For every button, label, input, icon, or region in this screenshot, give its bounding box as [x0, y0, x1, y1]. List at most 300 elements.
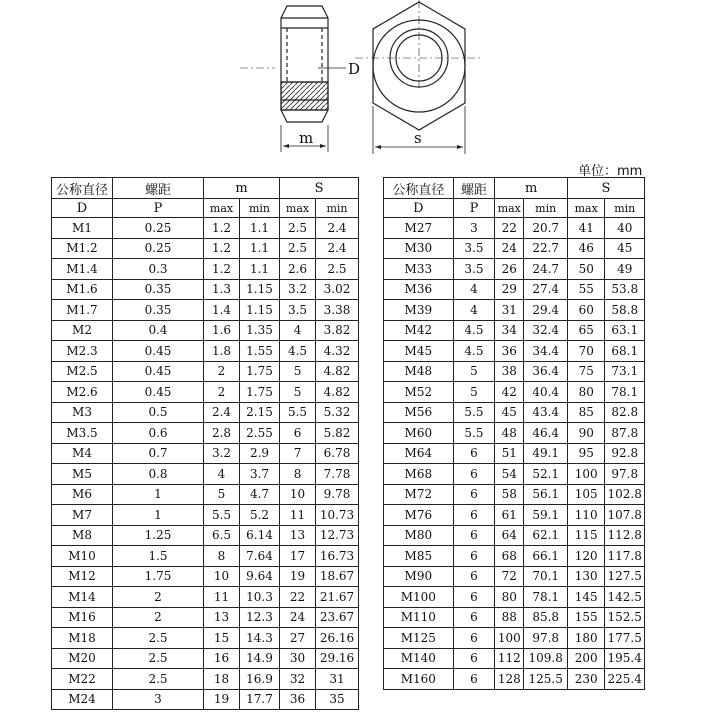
nominal-diameter-cell: M27: [384, 218, 454, 239]
nominal-diameter-cell: M45: [384, 341, 454, 362]
m-min-cell: 1.75: [240, 361, 280, 382]
s-min-cell: 3.38: [316, 300, 359, 321]
nominal-diameter-cell: M33: [384, 259, 454, 280]
pitch-cell: 4.5: [453, 341, 495, 362]
s-min-cell: 12.73: [316, 525, 359, 546]
nominal-diameter-cell: M2.6: [52, 382, 113, 403]
table-row: [52, 238, 359, 259]
s-max-cell: 120: [568, 546, 605, 567]
s-min-cell: 73.1: [605, 361, 645, 382]
m-min-cell: 125.5: [524, 669, 568, 690]
s-max-cell: 5.5: [280, 402, 316, 423]
m-max-cell: 64: [495, 525, 524, 546]
m-min-cell: 85.8: [524, 607, 568, 628]
table-row: [52, 546, 359, 567]
s-min-cell: 63.1: [605, 320, 645, 341]
s-max-cell: 2.5: [280, 238, 316, 259]
table-row: [384, 402, 645, 423]
s-min-cell: 78.1: [605, 382, 645, 403]
m-min-cell: 24.7: [524, 259, 568, 280]
nominal-diameter-cell: M80: [384, 525, 454, 546]
s-max-cell: 5: [280, 361, 316, 382]
s-min-cell: 4.32: [316, 341, 359, 362]
m-max-cell: 1.8: [204, 341, 240, 362]
s-max-cell: 145: [568, 587, 605, 608]
m-max-cell: 1.4: [204, 300, 240, 321]
pitch-cell: 4: [453, 279, 495, 300]
table-row: [52, 423, 359, 444]
pitch-cell: 1.5: [113, 546, 204, 567]
s-max-cell: 115: [568, 525, 605, 546]
nominal-diameter-cell: M20: [52, 648, 113, 669]
s-max-cell: 7: [280, 443, 316, 464]
s-min-cell: 82.8: [605, 402, 645, 423]
m-max-cell: 31: [495, 300, 524, 321]
right-table-body: [384, 218, 645, 690]
m-max-cell: 34: [495, 320, 524, 341]
table-row: [52, 505, 359, 526]
s-max-cell: 85: [568, 402, 605, 423]
s-min-cell: 10.73: [316, 505, 359, 526]
pitch-cell: 5.5: [453, 402, 495, 423]
m-max-cell: 16: [204, 648, 240, 669]
s-min-cell: 45: [605, 238, 645, 259]
s-max-cell: 19: [280, 566, 316, 587]
s-min-cell: 4.82: [316, 382, 359, 403]
pitch-cell: 0.8: [113, 464, 204, 485]
nominal-diameter-cell: M10: [52, 546, 113, 567]
table-row: [52, 279, 359, 300]
nominal-diameter-cell: M30: [384, 238, 454, 259]
m-max-cell: 19: [204, 689, 240, 710]
table-row: [384, 443, 645, 464]
m-max-cell: 88: [495, 607, 524, 628]
pitch-cell: 6: [453, 464, 495, 485]
pitch-cell: 0.25: [113, 218, 204, 239]
table-row: [52, 525, 359, 546]
unit-label: 单位：mm: [578, 164, 643, 179]
pitch-cell: 1: [113, 484, 204, 505]
s-max-cell: 2.6: [280, 259, 316, 280]
pitch-cell: 1.75: [113, 566, 204, 587]
table-row: [52, 689, 359, 710]
header-s: S: [280, 178, 359, 199]
s-min-cell: 4.82: [316, 361, 359, 382]
table-row: [384, 505, 645, 526]
nominal-diameter-cell: M18: [52, 628, 113, 649]
nominal-diameter-cell: M160: [384, 669, 454, 690]
table-row: [52, 218, 359, 239]
header-pitch: 螺距: [113, 178, 204, 199]
m-min-cell: 10.3: [240, 587, 280, 608]
pitch-cell: 3: [453, 218, 495, 239]
m-max-cell: 1.2: [204, 238, 240, 259]
nominal-diameter-cell: M85: [384, 546, 454, 567]
nominal-diameter-cell: M6: [52, 484, 113, 505]
nominal-diameter-cell: M48: [384, 361, 454, 382]
m-min-cell: 62.1: [524, 525, 568, 546]
pitch-cell: 6: [453, 443, 495, 464]
m-min-cell: 1.55: [240, 341, 280, 362]
s-min-cell: 7.78: [316, 464, 359, 485]
nominal-diameter-cell: M60: [384, 423, 454, 444]
table-row: [384, 320, 645, 341]
header-m-max: max: [495, 199, 524, 218]
s-max-cell: 75: [568, 361, 605, 382]
header-nominal-diameter: 公称直径: [52, 178, 113, 199]
s-min-cell: 102.8: [605, 484, 645, 505]
nominal-diameter-cell: M1.7: [52, 300, 113, 321]
m-max-cell: 2.4: [204, 402, 240, 423]
m-min-cell: 29.4: [524, 300, 568, 321]
m-min-cell: 2.55: [240, 423, 280, 444]
pitch-cell: 3.5: [453, 238, 495, 259]
m-min-cell: 3.7: [240, 464, 280, 485]
table-row: [384, 300, 645, 321]
pitch-cell: 5: [453, 361, 495, 382]
m-max-cell: 72: [495, 566, 524, 587]
m-min-cell: 59.1: [524, 505, 568, 526]
pitch-cell: 3: [113, 689, 204, 710]
s-max-cell: 110: [568, 505, 605, 526]
s-max-cell: 6: [280, 423, 316, 444]
s-min-cell: 195.4: [605, 648, 645, 669]
s-min-cell: 2.5: [316, 259, 359, 280]
m-max-cell: 6.5: [204, 525, 240, 546]
m-max-cell: 2: [204, 382, 240, 403]
table-row: [384, 546, 645, 567]
nominal-diameter-cell: M100: [384, 587, 454, 608]
nominal-diameter-cell: M1.2: [52, 238, 113, 259]
m-max-cell: 15: [204, 628, 240, 649]
header-p: P: [113, 199, 204, 218]
m-min-cell: 9.64: [240, 566, 280, 587]
m-max-cell: 29: [495, 279, 524, 300]
m-min-cell: 2.15: [240, 402, 280, 423]
m-min-cell: 56.1: [524, 484, 568, 505]
pitch-cell: 0.6: [113, 423, 204, 444]
m-min-cell: 46.4: [524, 423, 568, 444]
s-max-cell: 13: [280, 525, 316, 546]
table-row: [384, 484, 645, 505]
pitch-cell: 2: [113, 607, 204, 628]
s-min-cell: 92.8: [605, 443, 645, 464]
nominal-diameter-cell: M1.4: [52, 259, 113, 280]
s-min-cell: 97.8: [605, 464, 645, 485]
m-min-cell: 78.1: [524, 587, 568, 608]
s-max-cell: 2.5: [280, 218, 316, 239]
m-max-cell: 51: [495, 443, 524, 464]
m-max-cell: 1.6: [204, 320, 240, 341]
nominal-diameter-cell: M24: [52, 689, 113, 710]
table-row: [384, 423, 645, 444]
m-min-cell: 34.4: [524, 341, 568, 362]
pitch-cell: 6: [453, 505, 495, 526]
m-min-cell: 32.4: [524, 320, 568, 341]
pitch-cell: 3.5: [453, 259, 495, 280]
nominal-diameter-cell: M12: [52, 566, 113, 587]
s-min-cell: 3.02: [316, 279, 359, 300]
pitch-cell: 0.45: [113, 382, 204, 403]
pitch-cell: 6: [453, 628, 495, 649]
m-max-cell: 3.2: [204, 443, 240, 464]
m-max-cell: 54: [495, 464, 524, 485]
header-s-min: min: [316, 199, 359, 218]
m-min-cell: 6.14: [240, 525, 280, 546]
table-row: [384, 525, 645, 546]
m-min-cell: 97.8: [524, 628, 568, 649]
header-m-max: max: [204, 199, 240, 218]
table-row: [384, 218, 645, 239]
s-min-cell: 9.78: [316, 484, 359, 505]
m-min-cell: 1.1: [240, 238, 280, 259]
nominal-diameter-cell: M2: [52, 320, 113, 341]
nominal-diameter-cell: M2.5: [52, 361, 113, 382]
table-row: [384, 607, 645, 628]
s-max-cell: 95: [568, 443, 605, 464]
nominal-diameter-cell: M110: [384, 607, 454, 628]
header-pitch: 螺距: [453, 178, 495, 199]
m-max-cell: 13: [204, 607, 240, 628]
m-min-cell: 49.1: [524, 443, 568, 464]
pitch-cell: 2.5: [113, 669, 204, 690]
pitch-cell: 0.25: [113, 238, 204, 259]
table-row: [52, 464, 359, 485]
s-max-cell: 4: [280, 320, 316, 341]
table-row: [52, 259, 359, 280]
m-max-cell: 26: [495, 259, 524, 280]
table-row: [52, 300, 359, 321]
s-min-cell: 87.8: [605, 423, 645, 444]
nominal-diameter-cell: M2.3: [52, 341, 113, 362]
m-max-cell: 58: [495, 484, 524, 505]
table-row: [384, 279, 645, 300]
s-max-cell: 41: [568, 218, 605, 239]
m-max-cell: 5.5: [204, 505, 240, 526]
s-max-cell: 30: [280, 648, 316, 669]
pitch-cell: 4.5: [453, 320, 495, 341]
nut-size-table-right: [383, 177, 645, 690]
s-max-cell: 17: [280, 546, 316, 567]
s-min-cell: 31: [316, 669, 359, 690]
header-nominal-diameter: 公称直径: [384, 178, 454, 199]
nominal-diameter-cell: M16: [52, 607, 113, 628]
m-min-cell: 1.75: [240, 382, 280, 403]
dimension-s-label: s: [414, 129, 422, 147]
m-min-cell: 2.9: [240, 443, 280, 464]
m-min-cell: 70.1: [524, 566, 568, 587]
m-max-cell: 8: [204, 546, 240, 567]
s-max-cell: 80: [568, 382, 605, 403]
pitch-cell: 6: [453, 566, 495, 587]
nominal-diameter-cell: M52: [384, 382, 454, 403]
m-max-cell: 22: [495, 218, 524, 239]
pitch-cell: 6: [453, 587, 495, 608]
s-max-cell: 55: [568, 279, 605, 300]
m-min-cell: 14.9: [240, 648, 280, 669]
table-row: [52, 382, 359, 403]
header-m-min: min: [240, 199, 280, 218]
table-row: [52, 566, 359, 587]
s-max-cell: 65: [568, 320, 605, 341]
m-max-cell: 48: [495, 423, 524, 444]
s-min-cell: 3.82: [316, 320, 359, 341]
nominal-diameter-cell: M22: [52, 669, 113, 690]
s-min-cell: 26.16: [316, 628, 359, 649]
s-min-cell: 49: [605, 259, 645, 280]
pitch-cell: 4: [453, 300, 495, 321]
m-min-cell: 22.7: [524, 238, 568, 259]
nominal-diameter-cell: M36: [384, 279, 454, 300]
pitch-cell: 6: [453, 484, 495, 505]
m-max-cell: 45: [495, 402, 524, 423]
m-max-cell: 100: [495, 628, 524, 649]
s-max-cell: 230: [568, 669, 605, 690]
pitch-cell: 0.45: [113, 341, 204, 362]
table-row: [52, 587, 359, 608]
s-min-cell: 5.32: [316, 402, 359, 423]
nominal-diameter-cell: M76: [384, 505, 454, 526]
s-min-cell: 2.4: [316, 238, 359, 259]
table-row: [384, 361, 645, 382]
pitch-cell: 1.25: [113, 525, 204, 546]
m-min-cell: 7.64: [240, 546, 280, 567]
s-min-cell: 112.8: [605, 525, 645, 546]
s-max-cell: 70: [568, 341, 605, 362]
s-max-cell: 50: [568, 259, 605, 280]
s-min-cell: 2.4: [316, 218, 359, 239]
pitch-cell: 2.5: [113, 628, 204, 649]
left-table-body: [52, 218, 359, 710]
s-max-cell: 180: [568, 628, 605, 649]
pitch-cell: 0.35: [113, 279, 204, 300]
pitch-cell: 0.3: [113, 259, 204, 280]
m-min-cell: 4.7: [240, 484, 280, 505]
s-max-cell: 36: [280, 689, 316, 710]
nominal-diameter-cell: M5: [52, 464, 113, 485]
pitch-cell: 6: [453, 648, 495, 669]
m-max-cell: 61: [495, 505, 524, 526]
nominal-diameter-cell: M140: [384, 648, 454, 669]
m-min-cell: 16.9: [240, 669, 280, 690]
m-max-cell: 4: [204, 464, 240, 485]
s-min-cell: 53.8: [605, 279, 645, 300]
dimension-m-label: m: [299, 129, 314, 147]
table-row: [384, 382, 645, 403]
table-row: [52, 443, 359, 464]
s-max-cell: 22: [280, 587, 316, 608]
nominal-diameter-cell: M8: [52, 525, 113, 546]
table-row: [384, 238, 645, 259]
table-row: [52, 669, 359, 690]
m-min-cell: 1.1: [240, 218, 280, 239]
nominal-diameter-cell: M90: [384, 566, 454, 587]
m-max-cell: 42: [495, 382, 524, 403]
m-max-cell: 68: [495, 546, 524, 567]
table-row: [384, 628, 645, 649]
s-min-cell: 58.8: [605, 300, 645, 321]
nominal-diameter-cell: M3: [52, 402, 113, 423]
s-min-cell: 6.78: [316, 443, 359, 464]
s-min-cell: 18.67: [316, 566, 359, 587]
s-max-cell: 24: [280, 607, 316, 628]
m-min-cell: 17.7: [240, 689, 280, 710]
table-row: [52, 628, 359, 649]
s-max-cell: 105: [568, 484, 605, 505]
nominal-diameter-cell: M7: [52, 505, 113, 526]
nominal-diameter-cell: M39: [384, 300, 454, 321]
table-row: [384, 464, 645, 485]
pitch-cell: 0.7: [113, 443, 204, 464]
pitch-cell: 6: [453, 607, 495, 628]
header-m-min: min: [524, 199, 568, 218]
s-max-cell: 100: [568, 464, 605, 485]
nominal-diameter-cell: M125: [384, 628, 454, 649]
header-s-min: min: [605, 199, 645, 218]
m-max-cell: 11: [204, 587, 240, 608]
s-min-cell: 35: [316, 689, 359, 710]
m-min-cell: 66.1: [524, 546, 568, 567]
header-s-max: max: [280, 199, 316, 218]
m-min-cell: 27.4: [524, 279, 568, 300]
m-min-cell: 1.15: [240, 300, 280, 321]
s-min-cell: 177.5: [605, 628, 645, 649]
nominal-diameter-cell: M68: [384, 464, 454, 485]
pitch-cell: 5: [453, 382, 495, 403]
m-max-cell: 1.3: [204, 279, 240, 300]
s-min-cell: 117.8: [605, 546, 645, 567]
hex-nut-drawing: [0, 0, 722, 160]
nominal-diameter-cell: M42: [384, 320, 454, 341]
s-min-cell: 142.5: [605, 587, 645, 608]
dimension-d-label: D: [348, 60, 361, 78]
table-row: [384, 669, 645, 690]
nominal-diameter-cell: M3.5: [52, 423, 113, 444]
s-min-cell: 68.1: [605, 341, 645, 362]
table-row: [52, 341, 359, 362]
pitch-cell: 5.5: [453, 423, 495, 444]
header-m: m: [495, 178, 568, 199]
m-min-cell: 1.15: [240, 279, 280, 300]
pitch-cell: 2: [113, 587, 204, 608]
m-min-cell: 1.1: [240, 259, 280, 280]
s-min-cell: 152.5: [605, 607, 645, 628]
table-row: [384, 648, 645, 669]
s-min-cell: 5.82: [316, 423, 359, 444]
nominal-diameter-cell: M1: [52, 218, 113, 239]
m-min-cell: 109.8: [524, 648, 568, 669]
s-max-cell: 27: [280, 628, 316, 649]
s-max-cell: 155: [568, 607, 605, 628]
table-row: [52, 484, 359, 505]
table-row: [384, 566, 645, 587]
s-max-cell: 3.5: [280, 300, 316, 321]
nut-size-table-left: [51, 177, 359, 710]
table-row: [384, 587, 645, 608]
pitch-cell: 0.45: [113, 361, 204, 382]
nominal-diameter-cell: M1.6: [52, 279, 113, 300]
m-max-cell: 36: [495, 341, 524, 362]
table-row: [384, 341, 645, 362]
header-m: m: [204, 178, 280, 199]
m-max-cell: 2: [204, 361, 240, 382]
table-row: [52, 607, 359, 628]
s-min-cell: 23.67: [316, 607, 359, 628]
m-max-cell: 112: [495, 648, 524, 669]
m-max-cell: 1.2: [204, 218, 240, 239]
s-max-cell: 90: [568, 423, 605, 444]
m-max-cell: 128: [495, 669, 524, 690]
